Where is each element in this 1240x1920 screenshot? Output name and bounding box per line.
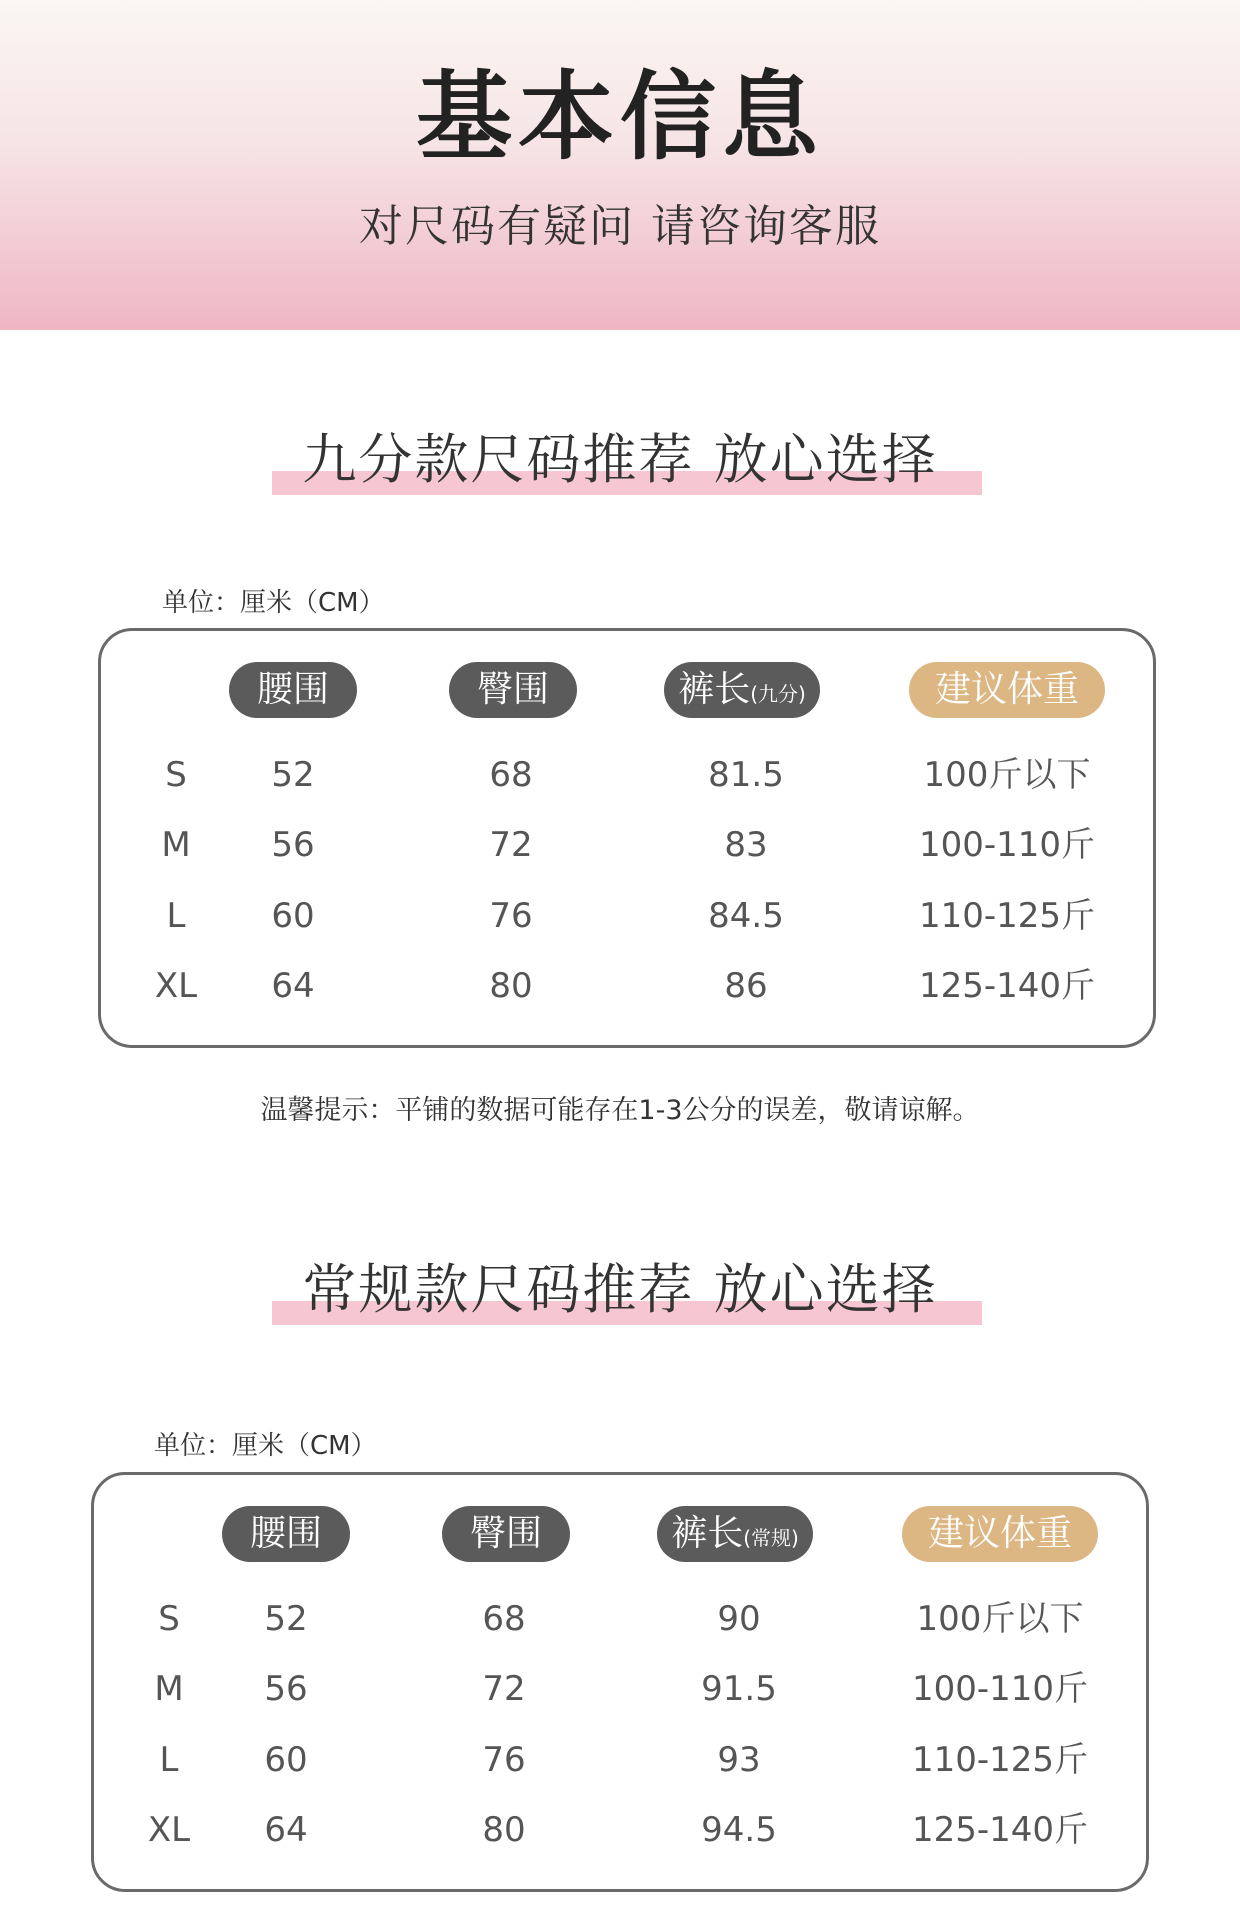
- waist-cell: 60: [271, 896, 315, 936]
- hip-cell: 68: [489, 755, 533, 795]
- length-cell: 84.5: [708, 896, 784, 936]
- header-banner: [0, 0, 1240, 330]
- waist-cell: 52: [264, 1599, 308, 1639]
- length-cell: 93: [717, 1740, 761, 1780]
- size-cell: XL: [154, 966, 198, 1006]
- waist-cell: 60: [264, 1740, 308, 1780]
- unit-label: 单位：厘米（CM）: [162, 588, 385, 618]
- size-cell: S: [158, 1599, 180, 1639]
- size-cell: M: [154, 1669, 184, 1709]
- hip-cell: 68: [482, 1599, 526, 1639]
- size-table-regular: [91, 1472, 1149, 1892]
- header-hip: 臀围: [442, 1506, 570, 1562]
- header-waist: 腰围: [222, 1506, 350, 1562]
- size-cell: L: [159, 1740, 179, 1780]
- length-cell: 81.5: [708, 755, 784, 795]
- weight-cell: 110-125斤: [918, 896, 1096, 936]
- tip-note: 温馨提示：平铺的数据可能存在1-3公分的误差，敬请谅解。: [260, 1095, 980, 1126]
- weight-cell: 125-140斤: [911, 1810, 1089, 1850]
- waist-cell: 56: [264, 1669, 308, 1709]
- hip-cell: 72: [482, 1669, 526, 1709]
- waist-cell: 64: [264, 1810, 308, 1850]
- size-cell: L: [166, 896, 186, 936]
- size-cell: M: [161, 825, 191, 865]
- waist-cell: 52: [271, 755, 315, 795]
- header-hip: 臀围: [449, 662, 577, 718]
- weight-cell: 100斤以下: [923, 755, 1091, 795]
- hip-cell: 76: [489, 896, 533, 936]
- length-cell: 94.5: [701, 1810, 777, 1850]
- size-table-ninth: [98, 628, 1156, 1048]
- page-subtitle: 对尺码有疑问 请咨询客服: [359, 201, 881, 252]
- weight-cell: 100斤以下: [916, 1599, 1084, 1639]
- weight-cell: 100-110斤: [918, 825, 1096, 865]
- header-length: 裤长(常规): [657, 1506, 813, 1562]
- hip-cell: 80: [489, 966, 533, 1006]
- weight-cell: 125-140斤: [918, 966, 1096, 1006]
- header-length: 裤长(九分): [664, 662, 820, 718]
- waist-cell: 64: [271, 966, 315, 1006]
- length-cell: 86: [724, 966, 768, 1006]
- header-weight: 建议体重: [909, 662, 1105, 718]
- size-cell: XL: [147, 1810, 191, 1850]
- length-cell: 91.5: [701, 1669, 777, 1709]
- header-waist: 腰围: [229, 662, 357, 718]
- weight-cell: 110-125斤: [911, 1740, 1089, 1780]
- hip-cell: 76: [482, 1740, 526, 1780]
- size-cell: S: [165, 755, 187, 795]
- section-heading-ninth: 九分款尺码推荐 放心选择: [302, 425, 937, 495]
- section-heading-regular: 常规款尺码推荐 放心选择: [302, 1255, 937, 1325]
- page-title: 基本信息: [416, 60, 824, 173]
- weight-cell: 100-110斤: [911, 1669, 1089, 1709]
- length-cell: 90: [717, 1599, 761, 1639]
- length-cell: 83: [724, 825, 768, 865]
- hip-cell: 72: [489, 825, 533, 865]
- header-weight: 建议体重: [902, 1506, 1098, 1562]
- unit-label: 单位：厘米（CM）: [154, 1431, 377, 1461]
- hip-cell: 80: [482, 1810, 526, 1850]
- waist-cell: 56: [271, 825, 315, 865]
